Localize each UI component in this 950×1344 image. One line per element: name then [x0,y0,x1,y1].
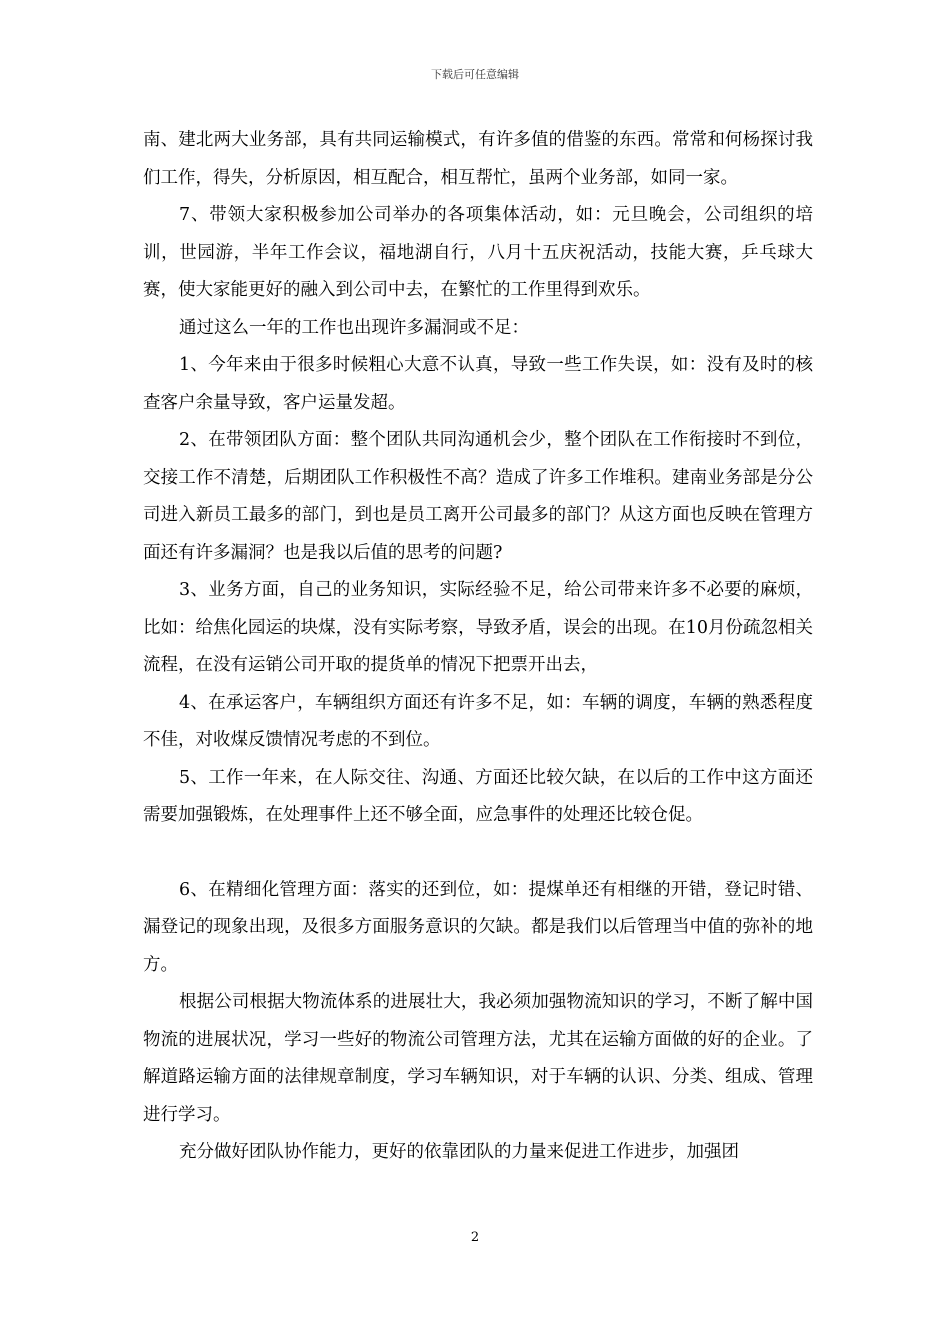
paragraph: 5、工作一年来，在人际交往、沟通、方面还比较欠缺，在以后的工作中这方面还需要加强锻炼，在处理事件上还不够全面，应急事件的处理还比较仓促。 [143,767,813,825]
paragraph: 南、建北两大业务部，具有共同运输模式，有许多值的借鉴的东西。常常和何杨探讨我们工作，得失，分析原因，相互配合，相互帮忙，虽两个业务部，如同一家。 [143,130,813,188]
paragraph: 1、今年来由于很多时候粗心大意不认真，导致一些工作失误，如：没有及时的核查客户余量导致，客户运量发超。 [143,355,813,413]
paragraph: 充分做好团队协作能力，更好的依靠团队的力量来促进工作进步，加强团 [179,1142,739,1162]
paragraph: 通过这么一年的工作也出现许多漏洞或不足： [179,317,529,338]
page-header: 下载后可任意编辑 [431,68,519,81]
paragraph: 根据公司根据大物流体系的进展壮大，我必须加强物流知识的学习，不断了解中国物流的进展状况，学习一些好的物流公司管理方法，尤其在运输方面做的好的企业。了解道路运输方面的法律规章制度，学习车辆知识，对于车辆的认识、分类、组成、管理进行学习。 [143,992,813,1125]
document-body [143,122,813,1172]
paragraph: 3、业务方面，自己的业务知识，实际经验不足，给公司带来许多不必要的麻烦，比如：给焦化园运的块煤，没有实际考察，导致矛盾，误会的出现。在10月份疏忽相关流程，在没有运销公司开取的提货单的情况下把票开出去， [143,580,813,675]
paragraph: 6、在精细化管理方面：落实的还到位，如：提煤单还有相继的开错，登记时错、漏登记的现象出现，及很多方面服务意识的欠缺。都是我们以后管理当中值的弥补的地方。 [143,879,813,975]
page-number: 2 [470,1230,480,1245]
paragraph: 2、在带领团队方面：整个团队共同沟通机会少，整个团队在工作衔接时不到位，交接工作不清楚，后期团队工作积极性不高？造成了许多工作堆积。建南业务部是分公司进入新员工最多的部门，到也是员工离开公司最多的部门？从这方面也反映在管理方面还有许多漏洞？也是我以后值的思考的问题? [143,430,813,563]
paragraph: 7、带领大家积极参加公司举办的各项集体活动，如：元旦晚会，公司组织的培训，世园游，半年工作会议，福地湖自行，八月十五庆祝活动，技能大赛，乒乓球大赛，使大家能更好的融入到公司中去，在繁忙的工作里得到欢乐。 [143,205,813,300]
paragraph: 4、在承运客户，车辆组织方面还有许多不足，如：车辆的调度，车辆的熟悉程度不佳，对收煤反馈情况考虑的不到位。 [143,692,813,750]
